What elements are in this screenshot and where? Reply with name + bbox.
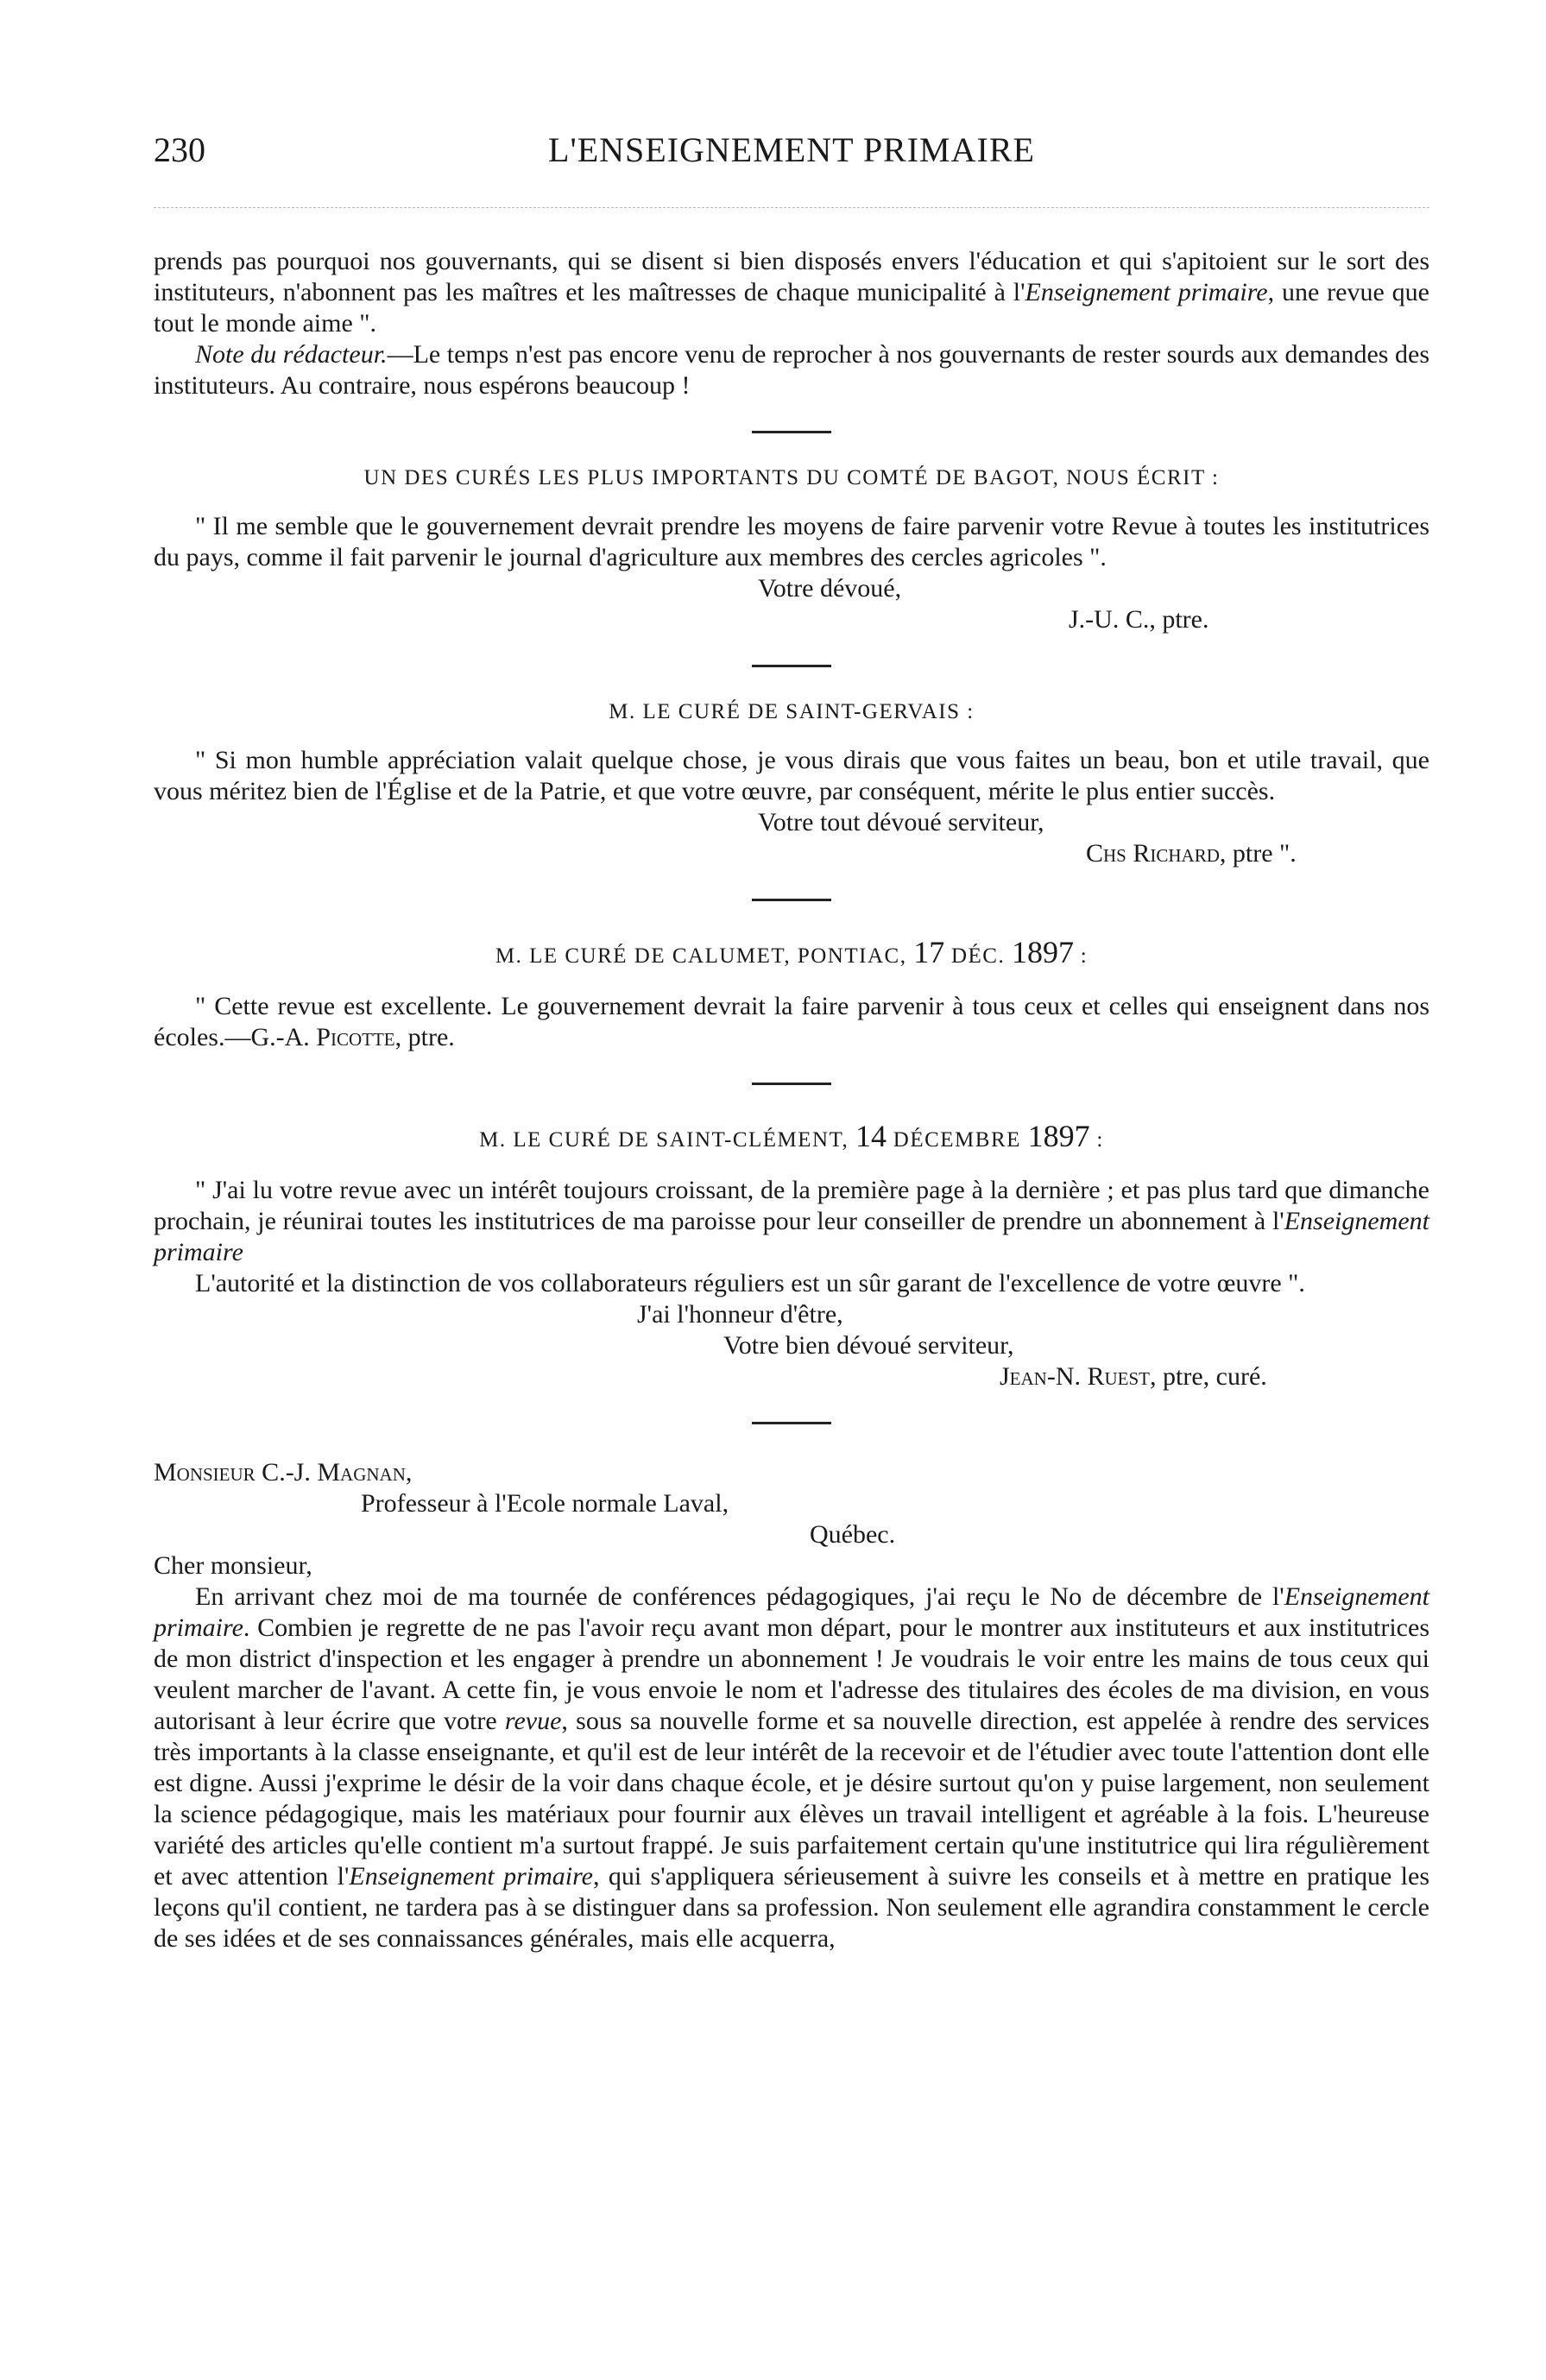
address-line: Québec.	[810, 1520, 896, 1549]
publication-title: Enseignement primaire	[1025, 278, 1268, 306]
letter-closing: Votre dévoué,	[758, 574, 902, 603]
intro-paragraph: prends pas pourquoi nos gouvernants, qui se disent si bien disposés envers l'éducation et qui s'apitoient sur le sort des instituteurs, n'abonnent pas les maîtres et les maîtresses de chaque municipalité à l'Enseignement primaire, une revue que tout le monde aime ".	[154, 247, 1429, 338]
page-header	[154, 129, 1429, 181]
header-rule	[154, 207, 1429, 208]
letter-body: " J'ai lu votre revue avec un intérêt toujours croissant, de la première page à la dernière ; et pas plus tard que dimanche prochain, je réunirai toutes les institutrices de ma paroisse pour leur conseiller de prendre un abonnement à l'Enseignement primaire	[154, 1176, 1429, 1266]
letter-body: En arrivant chez moi de ma tournée de conférences pédagogiques, j'ai reçu le No de décembre de l'Enseignement primaire. Combien je regrette de ne pas l'avoir reçu avant mon départ, pour le montrer aux instituteurs et aux institutrices de mon district d'inspection et les engager à prendre un abonnement ! Je voudrais le voir entre les mains de tous ceux qui veulent marcher de l'avant. A cette fin, je vous envoie le nom et l'adresse des titulaires des écoles de ma division, en vous autorisant à leur écrire que votre revue, sous sa nouvelle forme et sa nouvelle direction, est appelée à rendre des services très importants à la classe enseignante, et qu'il est de leur intérêt de la recevoir et de l'étudier avec toute l'attention dont elle est digne. Aussi j'exprime le désir de la voir dans chaque école, et je désire surtout qu'on y puise largement, non seulement la science pédagogique, mais les matériaux pour fournir aux élèves un travail intelligent et agréable à la fois. L'heureuse variété des articles qu'elle contient m'a surtout frappé. Je suis parfaitement certain qu'une institutrice qui lira régulièrement et avec attention l'Enseignement primaire, qui s'appliquera sérieusement à suivre les conseils et à mettre en pratique les leçons qu'il contient, ne tardera pas à se distinguer dans sa profession. Non seulement elle agrandira constamment le cercle de ses idées et de ses connaissances générales, mais elle acquerra,	[154, 1582, 1430, 1953]
letter-body: L'autorité et la distinction de vos collaborateurs réguliers est un sûr garant de l'excellence de votre œuvre ".	[195, 1269, 1305, 1297]
section-heading: M. LE CURÉ DE SAINT-CLÉMENT, 14 DÉCEMBRE 1897 :	[479, 1119, 1104, 1153]
letter-closing: Votre bien dévoué serviteur,	[723, 1331, 1014, 1360]
section-heading: M. LE CURÉ DE SAINT-GERVAIS :	[609, 700, 975, 723]
letter-closing: Votre tout dévoué serviteur,	[758, 808, 1044, 836]
address-line: Professeur à l'Ecole normale Laval,	[361, 1489, 729, 1518]
letter-body: " Il me semble que le gouvernement devrait prendre les moyens de faire parvenir votre Revue à toutes les institutrices du pays, comme il fait parvenir le journal d'agriculture aux membres des cercles agricoles ".	[154, 512, 1429, 571]
letter-signature: J.-U. C., ptre.	[1069, 605, 1209, 634]
separator-rule	[752, 899, 831, 901]
separator-rule	[752, 431, 831, 433]
letter-signature: Jean-N. Ruest, ptre, curé.	[1000, 1362, 1267, 1391]
section-heading: M. LE CURÉ DE CALUMET, PONTIAC, 17 DÉC. 1897 :	[495, 935, 1089, 969]
running-title: L'ENSEIGNEMENT PRIMAIRE	[548, 130, 1035, 169]
letter-closing: J'ai l'honneur d'être,	[637, 1300, 843, 1329]
letter-signature: Chs Richard, ptre ".	[1086, 839, 1297, 868]
separator-rule	[752, 1083, 831, 1085]
salutation: Cher monsieur,	[154, 1551, 312, 1580]
editor-note: Note du rédacteur.—Le temps n'est pas encore venu de reprocher à nos gouvernants de rester sourds aux demandes des instituteurs. Au contraire, nous espérons beaucoup !	[154, 340, 1429, 400]
separator-rule	[752, 1422, 831, 1424]
addressee: Monsieur C.-J. Magnan,	[154, 1458, 413, 1487]
separator-rule	[752, 665, 831, 667]
letter-body: " Cette revue est excellente. Le gouvernement devrait la faire parvenir à tous ceux et celles qui enseignent dans nos écoles.—G.-A. Picotte, ptre.	[154, 992, 1429, 1051]
section-heading: UN DES CURÉS LES PLUS IMPORTANTS DU COMTÉ DE BAGOT, NOUS ÉCRIT :	[363, 466, 1220, 489]
letter-body: " Si mon humble appréciation valait quelque chose, je vous dirais que vous faites un beau, bon et utile travail, que vous méritez bien de l'Église et de la Patrie, et que votre œuvre, par conséquent, mérite le plus entier succès.	[154, 746, 1429, 805]
page-number: 230	[154, 130, 205, 169]
publication-title: Enseignement primaire	[154, 1207, 1429, 1266]
note-label: Note du rédacteur.	[195, 340, 388, 369]
